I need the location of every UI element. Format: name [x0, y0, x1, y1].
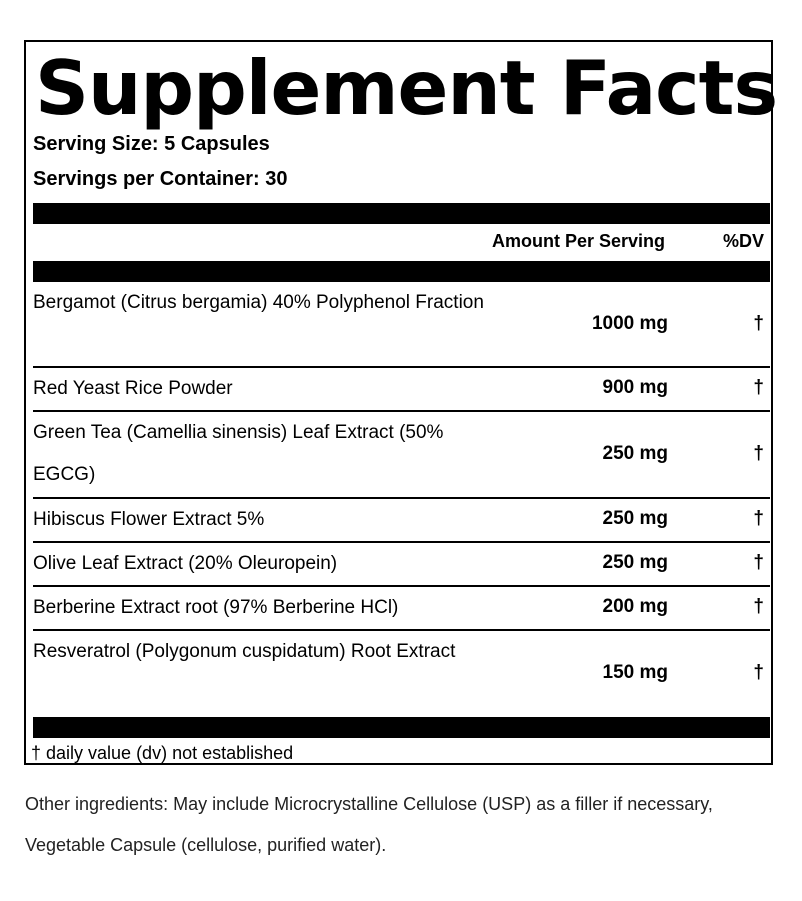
- dv-header: %DV: [722, 231, 764, 251]
- divider-bar-bottom: [33, 717, 770, 738]
- ingredient-row: [33, 587, 770, 631]
- panel-title: Supplement Facts: [35, 44, 778, 132]
- ingredient-name: Olive Leaf Extract (20% Oleuropein): [33, 553, 338, 574]
- divider-bar-middle: [33, 261, 770, 282]
- ingredient-dv: †: [753, 596, 764, 617]
- ingredient-amount: 250 mg: [602, 508, 668, 529]
- ingredient-name: Green Tea (Camellia sinensis) Leaf Extract (50% EGCG): [33, 422, 444, 485]
- ingredient-dv: †: [753, 443, 764, 464]
- ingredient-row: [33, 543, 770, 587]
- ingredient-row: [33, 499, 770, 543]
- divider-bar-top: [33, 203, 770, 224]
- ingredient-dv: †: [753, 508, 764, 529]
- ingredient-name: Berberine Extract root (97% Berberine HCl): [33, 597, 399, 618]
- ingredient-dv: †: [753, 313, 764, 334]
- serving-size: Serving Size: 5 Capsules: [33, 133, 270, 155]
- ingredient-row: [33, 282, 770, 368]
- ingredient-row: [33, 412, 770, 499]
- ingredient-amount: 1000 mg: [591, 313, 668, 334]
- ingredient-name: Resveratrol (Polygonum cuspidatum) Root Extract: [33, 641, 456, 662]
- ingredient-amount: 200 mg: [602, 596, 668, 617]
- ingredient-row: [33, 631, 770, 717]
- other-ingredients: Other ingredients: May include Microcrystalline Cellulose (USP) as a filler if necessary, Vegetable Capsule (cellulose, purified water).: [25, 794, 713, 855]
- dv-footnote: † daily value (dv) not established: [31, 743, 294, 763]
- ingredient-name: Bergamot (Citrus bergamia) 40% Polyphenol Fraction: [33, 292, 484, 313]
- ingredient-amount: 250 mg: [602, 552, 668, 573]
- ingredient-row: [33, 368, 770, 412]
- ingredient-amount: 250 mg: [602, 443, 668, 464]
- ingredient-dv: †: [753, 662, 764, 683]
- servings-per-container: Servings per Container: 30: [33, 168, 288, 190]
- supplement-facts-panel: [24, 40, 778, 765]
- ingredient-name: Hibiscus Flower Extract 5%: [33, 509, 265, 530]
- ingredient-name: Red Yeast Rice Powder: [33, 378, 233, 399]
- amount-per-serving-header: Amount Per Serving: [491, 231, 665, 251]
- ingredient-dv: †: [753, 552, 764, 573]
- ingredient-amount: 150 mg: [602, 662, 668, 683]
- ingredient-dv: †: [753, 377, 764, 398]
- column-header-row: [33, 226, 770, 260]
- ingredient-amount: 900 mg: [602, 377, 668, 398]
